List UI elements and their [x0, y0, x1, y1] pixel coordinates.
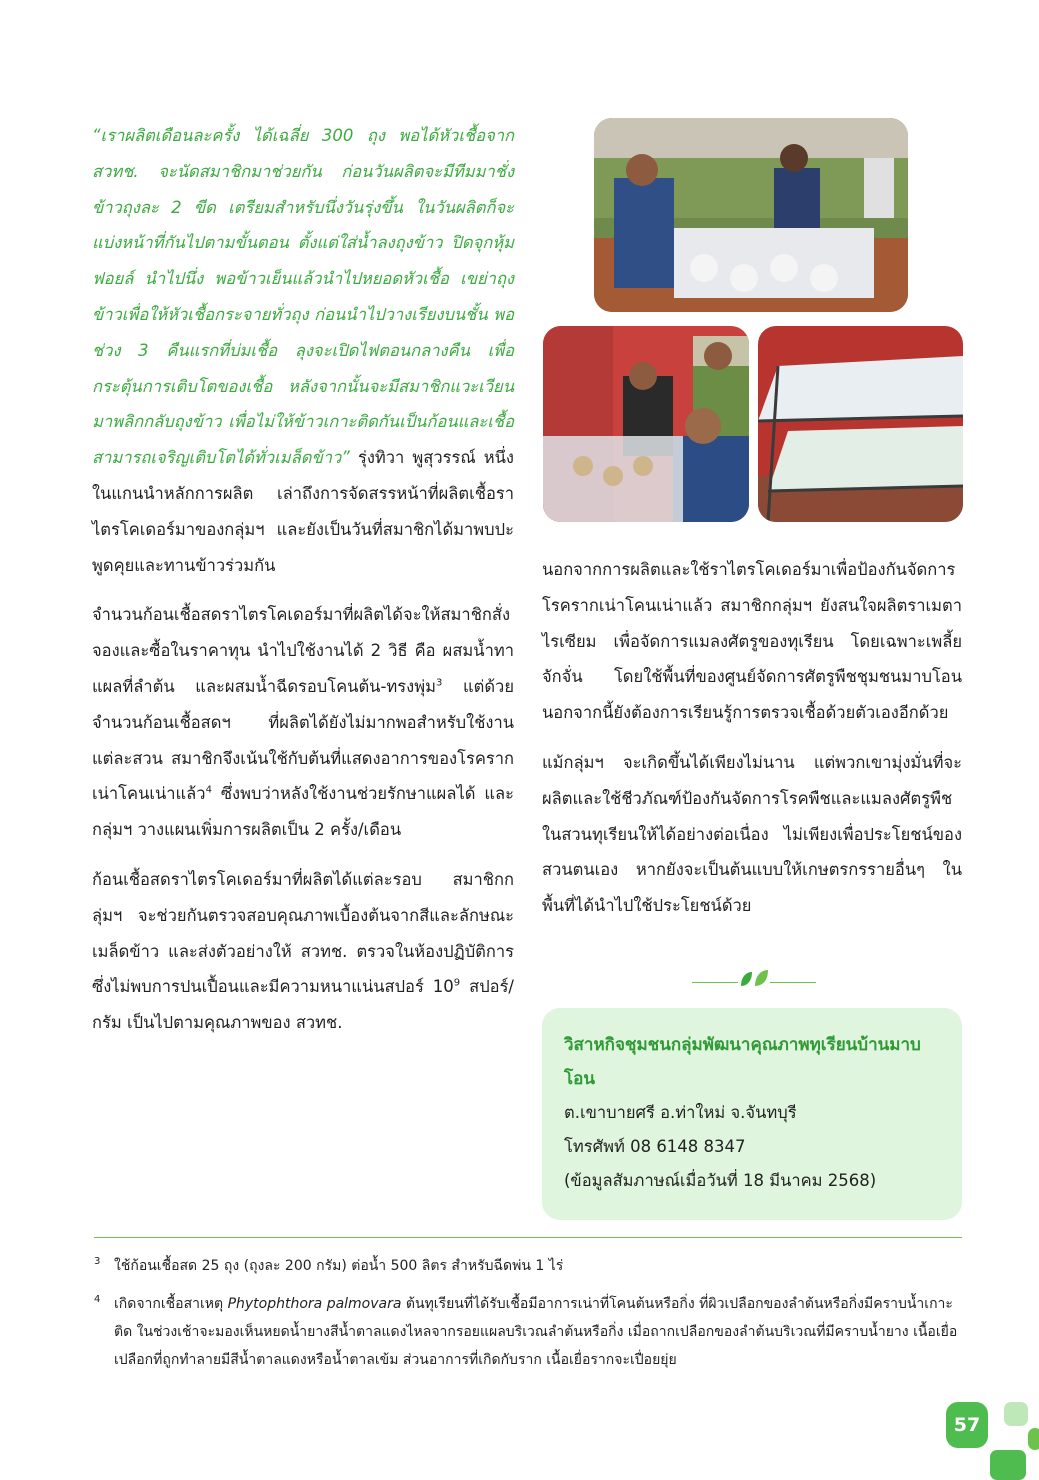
footnote-number: 3: [94, 1256, 101, 1267]
footnote-separator: [94, 1237, 962, 1238]
decor-square: [1028, 1428, 1039, 1450]
footnote-4: [94, 1290, 962, 1374]
enterprise-name: วิสาหกิจชุมชนกลุ่มพัฒนาคุณภาพทุเรียนบ้านมาบโอน: [564, 1035, 921, 1089]
exponent: 9: [453, 977, 461, 989]
footnote-ref: 4: [205, 784, 212, 796]
footnote-3: [94, 1252, 962, 1280]
footnote-text-part: เกิดจากเชื้อสาเหตุ: [114, 1296, 228, 1312]
paragraph-text: จำนวนก้อนเชื้อสดราไตรโคเดอร์มาที่ผลิตได้จะให้สมาชิกสั่งจองและซื้อในราคาทุน นำไปใช้งานได้ 2 วิธี คือ ผสมน้ำทาแผลที่ลำต้น และผสมน้ำฉีดรอบโคนต้น-ทรงพุ่ม: [92, 605, 514, 696]
footnote-text-part: ต้นทุเรียนที่ได้รับเชื้อมีอาการเน่าที่โคนต้นหรือกิ่ง ที่ผิวเปลือกของลำต้นหรือกิ่งมีคราบน้ำเกาะติด ในช่วงเช้าจะมองเห็นหยดน้ำยางสีน้ำตาลแดงไหลจากรอยแผลบริเวณลำต้นหรือกิ่ง เมื่อถากเปลือกของลำต้นบริเวณที่มีคราบน้ำยาง เนื้อเยื่อเปลือกที่ถูกทำลายมีสีน้ำตาลแดงหรือน้ำตาลเข้ม ส่วนอาการที่เกิดกับราก เนื้อเยื่อรากจะเปื่อยยุ่ย: [114, 1296, 958, 1368]
leaf-icon: [738, 968, 770, 988]
decor-square: [1004, 1402, 1028, 1426]
paragraph-text: แต่ด้วยจำนวนก้อนเชื้อสดฯ ที่ผลิตได้ยังไม่มากพอสำหรับใช้งานแต่ละสวน สมาชิกจึงเน้นใช้กับต้นที่แสดงอาการของโรครากเน่าโคนเน่าแล้ว: [92, 676, 514, 804]
photo-inspection: [543, 326, 749, 522]
quote-context: หนึ่งในแกนนำหลักการผลิต เล่าถึงการจัดสรรหน้าที่ผลิตเชื้อราไตรโคเดอร์มาของกลุ่มฯ และยังเป็นวันที่สมาชิกได้มาพบปะพูดคุยและทานข้าวร่วมกัน: [92, 448, 514, 575]
address: ต.เขาบายศรี อ.ท่าใหม่ จ.จันทบุรี: [564, 1103, 797, 1122]
paragraph-text: ก้อนเชื้อสดราไตรโคเดอร์มาที่ผลิตได้แต่ละรอบ สมาชิกกลุ่มฯ จะช่วยกันตรวจสอบคุณภาพเบื้องต้นจากสีและลักษณะเมล็ดข้าว และส่งตัวอย่างให้ สวทช. ตรวจในห้องปฏิบัติการ ซึ่งไม่พบการปนเปื้อนและมีความหนาแน่นสปอร์ 10: [92, 869, 514, 997]
paragraph-usage: [92, 597, 514, 848]
divider-line: [770, 982, 816, 983]
phone: โทรศัพท์ 08 6148 8347: [564, 1137, 746, 1156]
paragraph-metarhizium: นอกจากการผลิตและใช้ราไตรโคเดอร์มาเพื่อป้องกันจัดการโรครากเน่าโคนเน่าแล้ว สมาชิกกลุ่มฯ ยังสนใจผลิตราเมตาไรเซียม เพื่อจัดการแมลงศัตรูของทุเรียน โดยเฉพาะเพลี้ยจักจั่น โดยใช้พื้นที่ของศูนย์จัดการศัตรูพืชชุมชนมาบโอน นอกจากนี้ยังต้องการเรียนรู้การตรวจเชื้อด้วยตัวเองอีกด้วย: [542, 560, 962, 723]
interview-date-note: (ข้อมูลสัมภาษณ์เมื่อวันที่ 18 มีนาคม 2568): [564, 1171, 877, 1190]
paragraph-quality: [92, 862, 514, 1041]
page-number: 57: [946, 1402, 988, 1448]
divider-line: [692, 982, 738, 983]
footnote-number: 4: [94, 1294, 101, 1305]
photo-shelves: [758, 326, 963, 522]
paragraph-text: ซึ่งพบว่าหลังใช้งานช่วยรักษาแผลได้ และกลุ่มฯ วางแผนเพิ่มการผลิตเป็น 2 ครั้ง/เดือน: [92, 784, 514, 840]
photo-bagging: [594, 118, 908, 312]
footnote-text: ใช้ก้อนเชื้อสด 25 ถุง (ถุงละ 200 กรัม) ต่อน้ำ 500 ลิตร สำหรับฉีดพ่น 1 ไร่: [114, 1258, 564, 1274]
quote-speaker: รุ่งทิวา พูสุวรรณ์: [357, 448, 476, 468]
paragraph-text: สปอร์/กรัม เป็นไปตามคุณภาพของ สวทช.: [92, 977, 514, 1033]
right-column: [542, 552, 962, 938]
section-divider: [692, 968, 816, 988]
quote-text: “เราผลิตเดือนละครั้ง ได้เฉลี่ย 300 ถุง พอได้หัวเชื้อจาก สวทช. จะนัดสมาชิกมาช่วยกัน ก่อนวันผลิตจะมีทีมมาชั่งข้าวถุงละ 2 ขีด เตรียมสำหรับนึ่งวันรุ่งขึ้น ในวันผลิตก็จะแบ่งหน้าที่กันไปตามขั้นตอน ตั้งแต่ใส่น้ำลงถุงข้าว ปิดจุกหุ้มฟอยล์ นำไปนึ่ง พอข้าวเย็นแล้วนำไปหยอดหัวเชื้อ เขย่าถุงข้าวเพื่อให้หัวเชื้อกระจายทั่วถุง ก่อนนำไปวางเรียงบนชั้น พอช่วง 3 คืนแรกที่บ่มเชื้อ ลุงจะเปิดไฟตอนกลางคืน เพื่อกระตุ้นการเติบโตของเชื้อ หลังจากนั้นจะมีสมาชิกแวะเวียนมาพลิกกลับถุงข้าว เพื่อไม่ให้ข้าวเกาะติดกันเป็นก้อนและเชื้อสามารถเจริญเติบโตได้ทั่วเมล็ดข้าว”: [92, 126, 514, 468]
species-name: Phytophthora palmovara: [227, 1296, 402, 1312]
quote-paragraph: [92, 118, 514, 583]
contact-info-box: [542, 1008, 962, 1220]
footnote-ref: 3: [435, 677, 443, 689]
left-column: [92, 118, 514, 1055]
paragraph-commitment: แม้กลุ่มฯ จะเกิดขึ้นได้เพียงไม่นาน แต่พวกเขามุ่งมั่นที่จะผลิตและใช้ชีวภัณฑ์ป้องกันจัดการโรคพืชและแมลงศัตรูพืชในสวนทุเรียนให้ได้อย่างต่อเนื่อง ไม่เพียงเพื่อประโยชน์ของสวนตนเอง หากยังจะเป็นต้นแบบให้เกษตรกรรายอื่นๆ ในพื้นที่ได้นำไปใช้ประโยชน์ด้วย: [542, 752, 962, 916]
footnote-text: [114, 1290, 962, 1374]
